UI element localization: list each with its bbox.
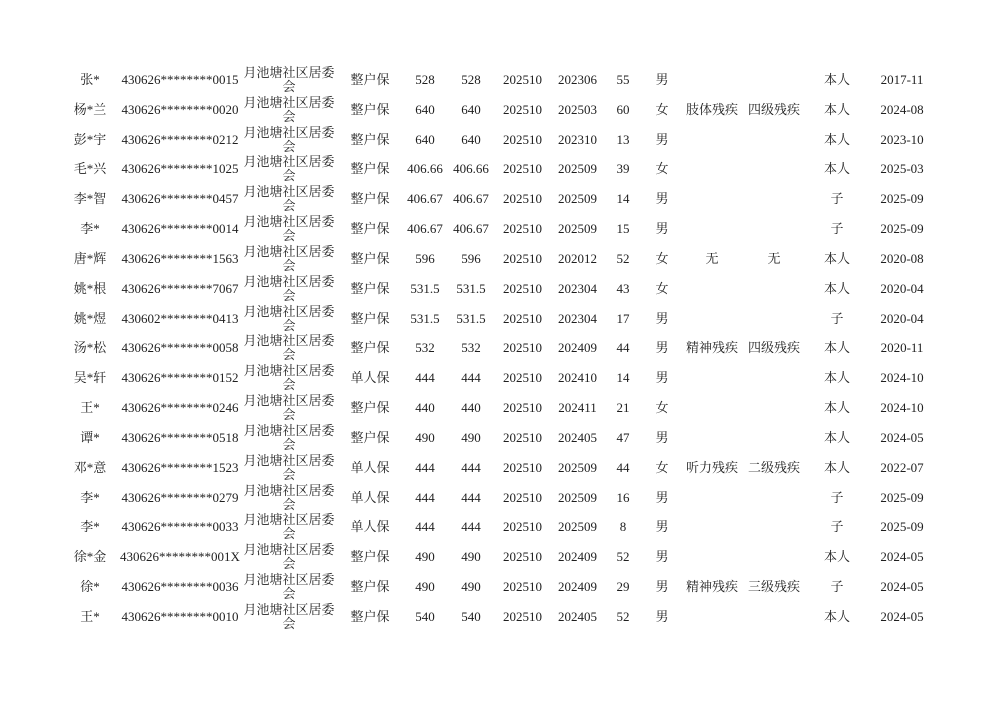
cell-name: 王* — [80, 608, 100, 624]
cell-amount: 440 — [415, 400, 435, 416]
cell-type: 单人保 — [350, 459, 390, 475]
cell-amount: 444 — [415, 489, 435, 505]
cell-relation: 本人 — [823, 370, 850, 386]
cell-start-month: 202509 — [558, 221, 597, 237]
cell-approval-date: 2024-05 — [880, 578, 924, 594]
cell-id-number: 430626********0457 — [121, 191, 239, 207]
cell-age: 43 — [616, 280, 630, 296]
cell-type: 整户保 — [350, 191, 390, 207]
cell-community: 月池塘社区居委会 — [243, 542, 335, 572]
cell-start-month: 202410 — [558, 370, 597, 386]
cell-amount: 640 — [415, 131, 435, 147]
cell-disability-type — [682, 423, 742, 453]
cell-community: 月池塘社区居委会 — [243, 363, 335, 393]
cell-pay-month: 202510 — [503, 71, 542, 87]
cell-gender: 男 — [655, 549, 669, 565]
cell-name: 张* — [80, 71, 100, 87]
cell-pay-amount: 640 — [461, 101, 481, 117]
cell-disability-level — [742, 483, 806, 513]
table-row — [60, 453, 936, 483]
cell-start-month: 202411 — [558, 400, 597, 416]
cell-start-month: 202304 — [558, 310, 597, 326]
cell-gender: 男 — [655, 578, 669, 594]
cell-name: 吴*轩 — [73, 370, 107, 386]
cell-id-number: 430626********0015 — [121, 71, 239, 87]
cell-start-month: 202503 — [558, 101, 597, 117]
cell-disability-type — [682, 363, 742, 393]
cell-disability-type — [682, 214, 742, 244]
cell-relation: 本人 — [823, 340, 850, 356]
cell-name: 李*智 — [73, 191, 107, 207]
cell-pay-amount: 528 — [461, 71, 481, 87]
cell-type: 整户保 — [350, 131, 390, 147]
cell-amount: 490 — [415, 578, 435, 594]
cell-start-month: 202509 — [558, 161, 597, 177]
cell-type: 整户保 — [350, 221, 390, 237]
cell-approval-date: 2023-10 — [880, 131, 924, 147]
cell-pay-month: 202510 — [503, 280, 542, 296]
cell-amount: 406.67 — [407, 191, 443, 207]
table-row — [60, 393, 936, 423]
cell-disability-level — [742, 393, 806, 423]
cell-approval-date: 2024-10 — [880, 400, 924, 416]
cell-start-month: 202304 — [558, 280, 597, 296]
cell-age: 52 — [616, 608, 630, 624]
cell-gender: 男 — [655, 489, 669, 505]
cell-start-month: 202405 — [558, 608, 597, 624]
cell-community: 月池塘社区居委会 — [243, 214, 335, 244]
cell-pay-month: 202510 — [503, 340, 542, 356]
cell-type: 单人保 — [350, 489, 390, 505]
cell-name: 彭*宇 — [73, 131, 107, 147]
cell-pay-amount: 531.5 — [456, 310, 486, 326]
cell-type: 整户保 — [350, 608, 390, 624]
cell-name: 汤*松 — [73, 340, 107, 356]
cell-relation: 本人 — [823, 250, 850, 266]
cell-pay-amount: 444 — [461, 459, 481, 475]
cell-age: 39 — [616, 161, 630, 177]
cell-age: 17 — [616, 310, 630, 326]
cell-disability-level — [742, 512, 806, 542]
cell-gender: 男 — [655, 131, 669, 147]
table-row — [60, 333, 936, 363]
cell-community: 月池塘社区居委会 — [243, 452, 335, 482]
cell-name: 王* — [80, 400, 100, 416]
cell-type: 整户保 — [350, 400, 390, 416]
cell-type: 整户保 — [350, 101, 390, 117]
cell-community: 月池塘社区居委会 — [243, 243, 335, 273]
cell-pay-month: 202510 — [503, 459, 542, 475]
cell-approval-date: 2017-11 — [880, 71, 924, 87]
cell-disability-level — [742, 184, 806, 214]
cell-relation: 子 — [830, 489, 844, 505]
cell-pay-amount: 444 — [461, 489, 481, 505]
cell-id-number: 430626********0518 — [121, 429, 239, 445]
cell-relation: 本人 — [823, 280, 850, 296]
cell-pay-month: 202510 — [503, 250, 542, 266]
cell-age: 16 — [616, 489, 630, 505]
cell-pay-month: 202510 — [503, 578, 542, 594]
cell-pay-amount: 406.67 — [453, 221, 489, 237]
cell-disability-level — [742, 274, 806, 304]
cell-start-month: 202509 — [558, 489, 597, 505]
cell-type: 单人保 — [350, 519, 390, 535]
cell-name: 李* — [80, 519, 100, 535]
cell-name: 徐*金 — [73, 549, 107, 565]
cell-community: 月池塘社区居委会 — [243, 422, 335, 452]
cell-pay-amount: 490 — [461, 578, 481, 594]
table-row — [60, 363, 936, 393]
cell-disability-level — [742, 125, 806, 155]
cell-gender: 女 — [655, 101, 669, 117]
cell-disability-type — [682, 483, 742, 513]
cell-approval-date: 2025-09 — [880, 519, 924, 535]
cell-gender: 女 — [655, 280, 669, 296]
cell-disability-level — [742, 602, 806, 632]
cell-type: 整户保 — [350, 161, 390, 177]
cell-type: 整户保 — [350, 429, 390, 445]
cell-relation: 本人 — [823, 400, 850, 416]
cell-amount: 490 — [415, 429, 435, 445]
cell-type: 整户保 — [350, 280, 390, 296]
cell-start-month: 202509 — [558, 459, 597, 475]
cell-age: 44 — [616, 459, 630, 475]
cell-name: 姚*煜 — [73, 310, 107, 326]
table-row — [60, 274, 936, 304]
cell-age: 52 — [616, 250, 630, 266]
cell-gender: 女 — [655, 250, 669, 266]
cell-pay-amount: 406.66 — [453, 161, 489, 177]
cell-gender: 男 — [655, 370, 669, 386]
cell-disability-level: 四级残疾 — [747, 340, 800, 356]
cell-gender: 男 — [655, 608, 669, 624]
table-row — [60, 95, 936, 125]
cell-approval-date: 2024-05 — [880, 549, 924, 565]
cell-disability-level: 无 — [767, 250, 781, 266]
cell-age: 52 — [616, 549, 630, 565]
cell-age: 14 — [616, 370, 630, 386]
cell-amount: 596 — [415, 250, 435, 266]
cell-id-number: 430626********0033 — [121, 519, 239, 535]
cell-id-number: 430602********0413 — [121, 310, 239, 326]
cell-gender: 女 — [655, 400, 669, 416]
cell-disability-level — [742, 363, 806, 393]
cell-amount: 444 — [415, 459, 435, 475]
table-row — [60, 154, 936, 184]
cell-name: 谭* — [80, 429, 100, 445]
cell-gender: 男 — [655, 310, 669, 326]
cell-pay-amount: 531.5 — [456, 280, 486, 296]
cell-approval-date: 2025-09 — [880, 221, 924, 237]
cell-gender: 男 — [655, 429, 669, 445]
cell-start-month: 202306 — [558, 71, 597, 87]
cell-gender: 女 — [655, 459, 669, 475]
cell-approval-date: 2020-04 — [880, 280, 924, 296]
table-row — [60, 244, 936, 274]
cell-name: 唐*辉 — [73, 250, 107, 266]
cell-disability-type — [682, 65, 742, 95]
cell-gender: 女 — [655, 161, 669, 177]
cell-start-month: 202409 — [558, 340, 597, 356]
cell-id-number: 430626********001X — [120, 549, 240, 565]
cell-gender: 男 — [655, 191, 669, 207]
cell-disability-level — [742, 65, 806, 95]
cell-approval-date: 2024-05 — [880, 608, 924, 624]
cell-id-number: 430626********0036 — [121, 578, 239, 594]
cell-community: 月池塘社区居委会 — [243, 482, 335, 512]
cell-relation: 本人 — [823, 459, 850, 475]
cell-disability-type: 无 — [705, 250, 719, 266]
cell-gender: 男 — [655, 340, 669, 356]
cell-disability-level — [742, 542, 806, 572]
table-row — [60, 542, 936, 572]
table-row — [60, 512, 936, 542]
cell-pay-month: 202510 — [503, 131, 542, 147]
cell-relation: 子 — [830, 578, 844, 594]
cell-id-number: 430626********1025 — [121, 161, 239, 177]
table-row — [60, 125, 936, 155]
cell-disability-type — [682, 125, 742, 155]
cell-relation: 子 — [830, 310, 844, 326]
cell-disability-level: 四级残疾 — [747, 101, 800, 117]
cell-amount: 444 — [415, 519, 435, 535]
cell-pay-amount: 490 — [461, 429, 481, 445]
cell-community: 月池塘社区居委会 — [243, 601, 335, 631]
cell-type: 整户保 — [350, 71, 390, 87]
cell-disability-type — [682, 304, 742, 334]
cell-type: 整户保 — [350, 340, 390, 356]
cell-disability-type: 精神残疾 — [685, 578, 738, 594]
cell-pay-amount: 596 — [461, 250, 481, 266]
table-row — [60, 572, 936, 602]
cell-pay-month: 202510 — [503, 370, 542, 386]
cell-amount: 528 — [415, 71, 435, 87]
cell-amount: 406.66 — [407, 161, 443, 177]
cell-approval-date: 2025-09 — [880, 191, 924, 207]
cell-community: 月池塘社区居委会 — [243, 124, 335, 154]
cell-age: 15 — [616, 221, 630, 237]
cell-pay-month: 202510 — [503, 608, 542, 624]
cell-type: 整户保 — [350, 549, 390, 565]
cell-id-number: 430626********0010 — [121, 608, 239, 624]
cell-type: 单人保 — [350, 370, 390, 386]
cell-relation: 子 — [830, 191, 844, 207]
cell-disability-level — [742, 214, 806, 244]
cell-pay-month: 202510 — [503, 429, 542, 445]
table-row — [60, 65, 936, 95]
cell-approval-date: 2024-05 — [880, 429, 924, 445]
cell-id-number: 430626********0058 — [121, 340, 239, 356]
cell-gender: 男 — [655, 519, 669, 535]
cell-pay-amount: 444 — [461, 519, 481, 535]
welfare-recipients-table — [60, 65, 936, 632]
cell-start-month: 202012 — [558, 250, 597, 266]
cell-type: 整户保 — [350, 250, 390, 266]
cell-disability-level: 三级残疾 — [747, 578, 800, 594]
cell-community: 月池塘社区居委会 — [243, 303, 335, 333]
cell-pay-amount: 532 — [461, 340, 481, 356]
cell-disability-type: 听力残疾 — [685, 459, 738, 475]
cell-pay-month: 202510 — [503, 400, 542, 416]
cell-relation: 本人 — [823, 429, 850, 445]
cell-pay-month: 202510 — [503, 489, 542, 505]
cell-age: 21 — [616, 400, 630, 416]
cell-name: 李* — [80, 489, 100, 505]
cell-disability-level — [742, 304, 806, 334]
table-body — [60, 65, 936, 632]
table-row — [60, 304, 936, 334]
cell-age: 13 — [616, 131, 630, 147]
cell-approval-date: 2022-07 — [880, 459, 924, 475]
cell-gender: 男 — [655, 221, 669, 237]
cell-amount: 444 — [415, 370, 435, 386]
cell-name: 邓*意 — [73, 459, 107, 475]
cell-community: 月池塘社区居委会 — [243, 572, 335, 601]
table-row — [60, 483, 936, 513]
table-row — [60, 602, 936, 632]
cell-pay-month: 202510 — [503, 221, 542, 237]
cell-age: 55 — [616, 71, 630, 87]
cell-gender: 男 — [655, 71, 669, 87]
cell-type: 整户保 — [350, 310, 390, 326]
cell-start-month: 202310 — [558, 131, 597, 147]
table-row — [60, 214, 936, 244]
cell-age: 44 — [616, 340, 630, 356]
cell-amount: 490 — [415, 549, 435, 565]
cell-community: 月池塘社区居委会 — [243, 333, 335, 363]
cell-disability-type: 精神残疾 — [685, 340, 738, 356]
cell-amount: 532 — [415, 340, 435, 356]
cell-pay-amount: 490 — [461, 549, 481, 565]
cell-id-number: 430626********0152 — [121, 370, 239, 386]
cell-start-month: 202409 — [558, 549, 597, 565]
cell-id-number: 430626********7067 — [121, 280, 239, 296]
cell-disability-level — [742, 423, 806, 453]
cell-approval-date: 2020-11 — [880, 340, 924, 356]
cell-relation: 本人 — [823, 131, 850, 147]
cell-pay-amount: 440 — [461, 400, 481, 416]
cell-approval-date: 2020-08 — [880, 250, 924, 266]
cell-pay-amount: 540 — [461, 608, 481, 624]
cell-start-month: 202509 — [558, 519, 597, 535]
cell-age: 14 — [616, 191, 630, 207]
cell-pay-month: 202510 — [503, 549, 542, 565]
cell-start-month: 202409 — [558, 578, 597, 594]
cell-age: 8 — [619, 519, 627, 535]
cell-id-number: 430626********0014 — [121, 221, 239, 237]
cell-disability-level — [742, 154, 806, 184]
cell-pay-month: 202510 — [503, 101, 542, 117]
cell-name: 毛*兴 — [73, 161, 107, 177]
cell-id-number: 430626********0020 — [121, 101, 239, 117]
cell-id-number: 430626********0279 — [121, 489, 239, 505]
cell-pay-month: 202510 — [503, 519, 542, 535]
cell-amount: 531.5 — [410, 310, 440, 326]
cell-relation: 本人 — [823, 161, 850, 177]
cell-id-number: 430626********1523 — [121, 459, 239, 475]
cell-approval-date: 2024-10 — [880, 370, 924, 386]
cell-id-number: 430626********1563 — [121, 250, 239, 266]
cell-approval-date: 2020-04 — [880, 310, 924, 326]
cell-disability-type — [682, 274, 742, 304]
cell-disability-type — [682, 184, 742, 214]
cell-approval-date: 2025-03 — [880, 161, 924, 177]
cell-relation: 本人 — [823, 549, 850, 565]
table-row — [60, 184, 936, 214]
cell-amount: 540 — [415, 608, 435, 624]
cell-age: 47 — [616, 429, 630, 445]
cell-disability-type: 肢体残疾 — [685, 101, 738, 117]
cell-age: 60 — [616, 101, 630, 117]
cell-id-number: 430626********0246 — [121, 400, 239, 416]
cell-pay-amount: 406.67 — [453, 191, 489, 207]
cell-pay-amount: 444 — [461, 370, 481, 386]
cell-name: 徐* — [80, 578, 100, 594]
cell-id-number: 430626********0212 — [121, 131, 239, 147]
cell-amount: 640 — [415, 101, 435, 117]
cell-community: 月池塘社区居委会 — [243, 154, 335, 184]
cell-community: 月池塘社区居委会 — [243, 393, 335, 423]
cell-disability-type — [682, 393, 742, 423]
cell-community: 月池塘社区居委会 — [243, 184, 335, 214]
cell-community: 月池塘社区居委会 — [243, 94, 335, 124]
cell-approval-date: 2025-09 — [880, 489, 924, 505]
cell-relation: 子 — [830, 221, 844, 237]
cell-relation: 本人 — [823, 608, 850, 624]
cell-disability-type — [682, 602, 742, 632]
cell-start-month: 202405 — [558, 429, 597, 445]
cell-age: 29 — [616, 578, 630, 594]
cell-relation: 本人 — [823, 71, 850, 87]
table-row — [60, 423, 936, 453]
cell-amount: 531.5 — [410, 280, 440, 296]
cell-name: 姚*根 — [73, 280, 107, 296]
cell-amount: 406.67 — [407, 221, 443, 237]
cell-pay-month: 202510 — [503, 161, 542, 177]
cell-start-month: 202509 — [558, 191, 597, 207]
cell-disability-type — [682, 542, 742, 572]
cell-pay-month: 202510 — [503, 191, 542, 207]
cell-approval-date: 2024-08 — [880, 101, 924, 117]
cell-type: 整户保 — [350, 578, 390, 594]
cell-name: 杨*兰 — [73, 101, 107, 117]
cell-disability-type — [682, 154, 742, 184]
cell-pay-amount: 640 — [461, 131, 481, 147]
cell-disability-level: 二级残疾 — [747, 459, 800, 475]
cell-pay-month: 202510 — [503, 310, 542, 326]
cell-disability-type — [682, 512, 742, 542]
cell-community: 月池塘社区居委会 — [243, 65, 335, 94]
cell-community: 月池塘社区居委会 — [243, 512, 335, 542]
cell-relation: 本人 — [823, 101, 850, 117]
cell-relation: 子 — [830, 519, 844, 535]
cell-name: 李* — [80, 221, 100, 237]
cell-community: 月池塘社区居委会 — [243, 273, 335, 303]
